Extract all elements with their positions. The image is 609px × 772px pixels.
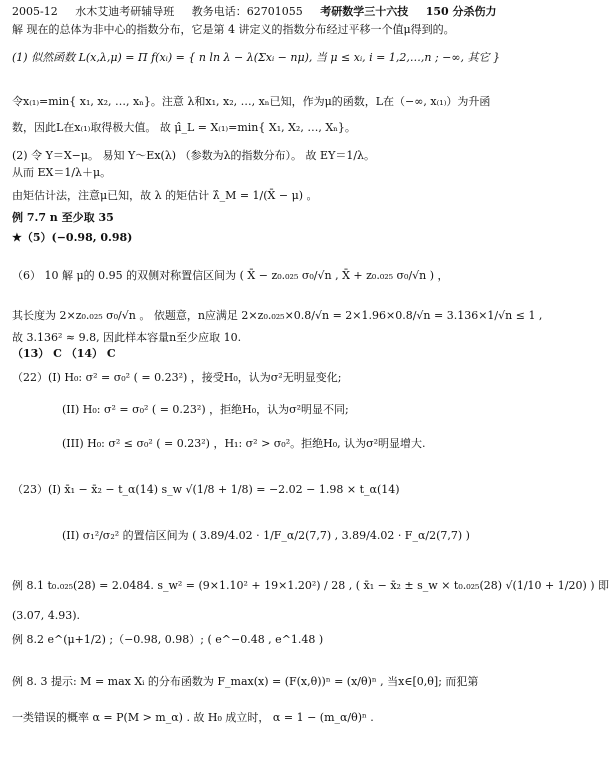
- example-8-2: 例 8.2 e^(μ+1/2) ;（−0.98, 0.98）; ( e^−0.48 , e^1.48 ): [12, 633, 324, 646]
- item-5: ★（5）(−0.98, 0.98): [12, 231, 133, 244]
- ordering-definition: 令x₍₁₎=min{ x₁, x₂, …, xₙ}。注意 λ和x₁, x₂, …, xₙ已知，作为μ的函数，L在（−∞, x₍₁₎）为升函: [12, 95, 491, 108]
- example-8-3: 例 8. 3 提示: M = max Xᵢ 的分布函数为 F_max(x) = (F(x,θ))ⁿ = (x/θ)ⁿ , 当x∈[0,θ]; 而犯第: [12, 675, 479, 688]
- likelihood-function: (1) 似然函数 L(x,λ,μ) = Π f(xᵢ) = { n ln λ − λ(Σxᵢ − nμ), 当 μ ≤ xᵢ, i = 1,2,…,n ; −∞, 其它 }: [12, 51, 501, 64]
- item-22-ii: (II) H₀: σ² = σ₀² ( = 0.23²) ，拒绝H₀，认为σ²明显不同;: [62, 403, 349, 416]
- example-8-1: 例 8.1 t₀.₀₂₅(28) = 2.0484. s_w² = (9×1.10² + 19×1.20²) / 28 , ( x̄₁ − x̄₂ ± s_w × t₀.₀₂₅(28) √(1/10 + 1/20) ) 即: [12, 579, 609, 592]
- mle-conclusion: 数，因此L在x₍₁₎取得极大值。 故 μ̂_L = X₍₁₎=min{ X₁, X₂, …, Xₙ}。: [12, 121, 356, 134]
- item-6-conclusion: 故 3.136² ≈ 9.8, 因此样本容量n至少应取 10.: [12, 331, 242, 344]
- header-date: 2005-12: [12, 5, 58, 18]
- part2-expectation: 从而 EX＝1/λ＋μ。: [12, 166, 112, 179]
- solution-intro: 解 现在的总体为非中心的指数分布，它是第 4 讲定义的指数分布经过平移一个值μ得到的。: [12, 23, 455, 36]
- example-8-1-result: (3.07, 4.93).: [12, 609, 81, 622]
- item-23-i: （23）(I) x̄₁ − x̄₂ − t_α(14) s_w √(1/8 + 1/8) = −2.02 − 1.98 × t_α(14): [12, 483, 400, 496]
- header-phone: 教务电话：62701055: [191, 5, 303, 18]
- item-6-length: 其长度为 2×z₀.₀₂₅ σ₀/√n 。 依题意，n应满足 2×z₀.₀₂₅×0.8/√n = 2×1.96×0.8/√n = 3.136×1/√n ≤ 1 ,: [12, 309, 543, 322]
- page-header: [12, 4, 532, 19]
- item-23-ii: (II) σ₁²/σ₂² 的置信区间为 ( 3.89/4.02 · 1/F_α/2(7,7) , 3.89/4.02 · F_α/2(7,7) ): [62, 529, 470, 542]
- item-13-14: （13） C （14） C: [12, 347, 116, 360]
- item-22-i: （22）(I) H₀: σ² = σ₀² ( = 0.23²) ，接受H₀，认为σ²无明显变化;: [12, 371, 342, 384]
- example-8-3-error: 一类错误的概率 α = P(M > m_α) . 故 H₀ 成立时， α = 1 − (m_α/θ)ⁿ .: [12, 711, 374, 724]
- item-6-interval: （6） 10 解 μ的 0.95 的双侧对称置信区间为 ( X̄ − z₀.₀₂₅ σ₀/√n , X̄ + z₀.₀₂₅ σ₀/√n ) ，: [12, 269, 449, 282]
- header-title: 考研数学三十六技: [320, 5, 409, 18]
- example-7-7: 例 7.7 n 至少取 35: [12, 211, 114, 224]
- item-22-iii: (III) H₀: σ² ≤ σ₀² ( = 0.23²) ，H₁: σ² > σ₀²。拒绝H₀, 认为σ²明显增大.: [62, 437, 426, 450]
- header-org: 水木艾迪考研辅导班: [75, 5, 175, 18]
- header-tagline: 150 分杀伤力: [425, 5, 497, 18]
- moment-estimate: 由矩估计法，注意μ已知，故 λ 的矩估计 λ̂_M = 1/(X̄ − μ) 。: [12, 189, 318, 202]
- part2-definition: (2) 令 Y＝X−μ。 易知 Y～Ex(λ) （参数为λ的指数分布）。 故 EY＝1/λ。: [12, 149, 376, 162]
